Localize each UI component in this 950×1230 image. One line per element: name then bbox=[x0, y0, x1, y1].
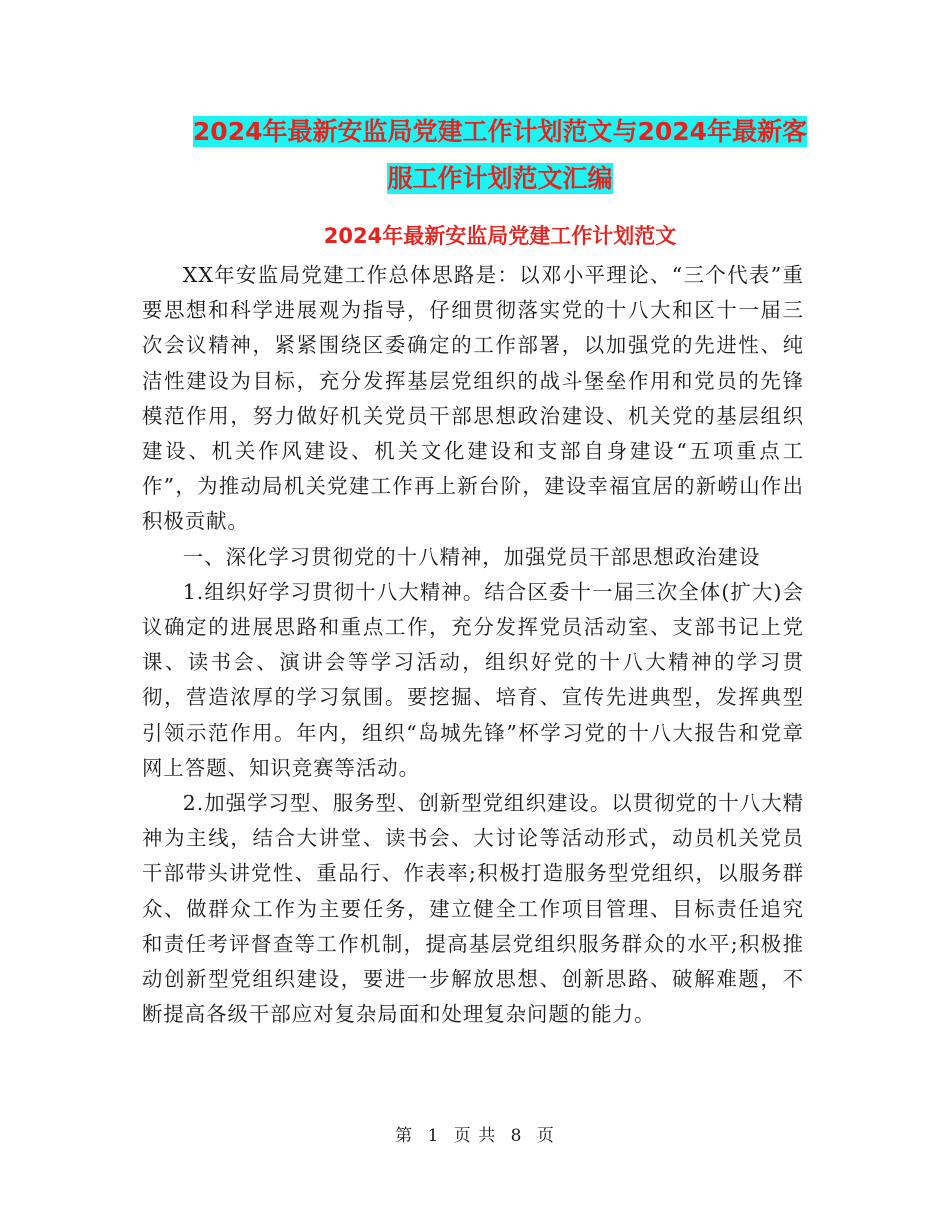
paragraph-item-2: 2.加强学习型、服务型、创新型党组织建设。以贯彻党的十八大精神为主线，结合大讲堂、读书会、大讨论等活动形式，动员机关党员干部带头讲党性、重品行、作表率;积极打造服务型党组织，以服务群众、做群众工作为主要任务，建立健全工作项目管理、目标责任追究和责任考评督查等工作机制，提高基层党组织服务群众的水平;积极推动创新型党组织建设，要进一步解放思想、创新思路、破解难题，不断提高各级干部应对复杂局面和处理复杂问题的能力。 bbox=[142, 791, 804, 1027]
footer-total-pages: 8 bbox=[510, 1126, 523, 1146]
document-body bbox=[142, 258, 804, 1032]
section-title: 2024年最新安监局党建工作计划范文 bbox=[323, 224, 677, 248]
paragraph-intro: XX年安监局党建工作总体思路是：以邓小平理论、“三个代表”重要思想和科学进展观为指导，仔细贯彻落实党的十八大和区十一届三次会议精神，紧紧围绕区委确定的工作部署，以加强党的先进性、纯洁性建设为目标，充分发挥基层党组织的战斗堡垒作用和党员的先锋模范作用，努力做好机关党员干部思想政治建设、机关党的基层组织建设、机关作风建设、机关文化建设和支部自身建设“五项重点工作”，为推动局机关党建工作再上新台阶，建设幸福宜居的新崂山作出积极贡献。 bbox=[142, 263, 804, 534]
page-footer bbox=[0, 1122, 950, 1150]
paragraph-item-1: 1.组织好学习贯彻十八大精神。结合区委十一届三次全体(扩大)会议确定的进展思路和重点工作，充分发挥党员活动室、支部书记上党课、读书会、演讲会等学习活动，组织好党的十八大精神的学习贯彻，营造浓厚的学习氛围。要挖掘、培育、宣传先进典型，发挥典型引领示范作用。年内，组织“岛城先锋”杯学习党的十八大报告和党章网上答题、知识竞赛等活动。 bbox=[142, 579, 804, 780]
paragraph-heading-1: 一、深化学习贯彻党的十八精神，加强党员干部思想政治建设 bbox=[182, 544, 761, 569]
footer-suffix: 页 bbox=[536, 1126, 555, 1146]
document-title bbox=[140, 108, 860, 202]
document-title-line-1: 2024年最新安监局党建工作计划范文与2024年最新客 bbox=[192, 117, 808, 146]
footer-current-page: 1 bbox=[427, 1126, 440, 1146]
footer-prefix: 第 bbox=[395, 1126, 414, 1146]
footer-middle: 页 共 bbox=[453, 1126, 497, 1146]
document-title-line-2: 服工作计划范文汇编 bbox=[387, 164, 613, 193]
